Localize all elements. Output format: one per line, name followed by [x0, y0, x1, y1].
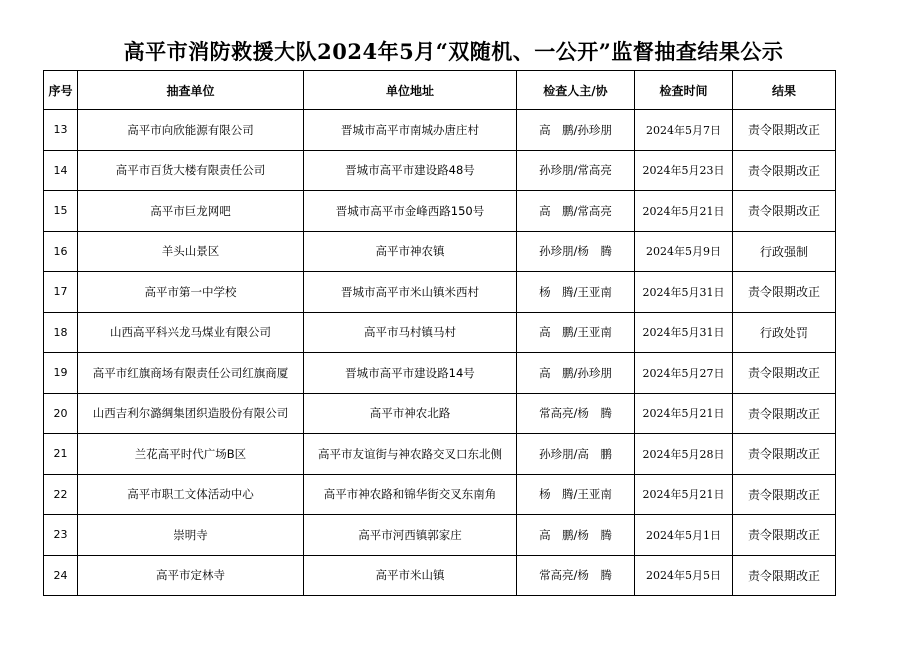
- inspectors: 孙珍朋/常高亮: [517, 150, 635, 191]
- header-cell: 检查人主/协: [517, 71, 635, 110]
- result: 责令限期改正: [733, 434, 836, 475]
- table-header-row: [44, 71, 836, 110]
- inspected-unit: 高平市巨龙网吧: [78, 191, 304, 232]
- row-number: 14: [44, 150, 78, 191]
- row-number: 21: [44, 434, 78, 475]
- unit-address: 高平市神农路和锦华街交叉东南角: [304, 474, 517, 515]
- inspectors: 孙珍朋/杨 腾: [517, 231, 635, 272]
- result: 责令限期改正: [733, 150, 836, 191]
- inspection-date: 2024年5月9日: [635, 231, 733, 272]
- header-cell: 单位地址: [304, 71, 517, 110]
- row-number: 19: [44, 353, 78, 394]
- row-number: 17: [44, 272, 78, 313]
- table-row: [44, 555, 836, 596]
- table-row: [44, 150, 836, 191]
- inspection-date: 2024年5月21日: [635, 191, 733, 232]
- table-row: [44, 474, 836, 515]
- unit-address: 晋城市高平市建设路14号: [304, 353, 517, 394]
- table-row: [44, 393, 836, 434]
- result: 责令限期改正: [733, 191, 836, 232]
- row-number: 20: [44, 393, 78, 434]
- table-row: [44, 191, 836, 232]
- header-cell: 序号: [44, 71, 78, 110]
- inspectors: 高 鹏/孙珍朋: [517, 110, 635, 151]
- table-row: [44, 110, 836, 151]
- result: 责令限期改正: [733, 555, 836, 596]
- table-row: [44, 312, 836, 353]
- inspection-date: 2024年5月27日: [635, 353, 733, 394]
- unit-address: 高平市马村镇马村: [304, 312, 517, 353]
- inspection-date: 2024年5月23日: [635, 150, 733, 191]
- inspection-date: 2024年5月21日: [635, 393, 733, 434]
- table-row: [44, 434, 836, 475]
- inspectors: 杨 腾/王亚南: [517, 272, 635, 313]
- row-number: 22: [44, 474, 78, 515]
- unit-address: 晋城市高平市金峰西路150号: [304, 191, 517, 232]
- inspected-unit: 羊头山景区: [78, 231, 304, 272]
- unit-address: 晋城市高平市南城办唐庄村: [304, 110, 517, 151]
- unit-address: 晋城市高平市建设路48号: [304, 150, 517, 191]
- table-row: [44, 272, 836, 313]
- inspected-unit: 山西吉利尔潞绸集团织造股份有限公司: [78, 393, 304, 434]
- result: 责令限期改正: [733, 110, 836, 151]
- unit-address: 高平市友谊街与神农路交叉口东北侧: [304, 434, 517, 475]
- inspection-date: 2024年5月1日: [635, 515, 733, 556]
- unit-address: 高平市河西镇郭家庄: [304, 515, 517, 556]
- row-number: 16: [44, 231, 78, 272]
- table-row: [44, 515, 836, 556]
- inspectors: 孙珍朋/高 鹏: [517, 434, 635, 475]
- header-cell: 结果: [733, 71, 836, 110]
- inspected-unit: 高平市定林寺: [78, 555, 304, 596]
- inspection-date: 2024年5月31日: [635, 272, 733, 313]
- unit-address: 高平市米山镇: [304, 555, 517, 596]
- result: 责令限期改正: [733, 474, 836, 515]
- inspectors: 高 鹏/杨 腾: [517, 515, 635, 556]
- result: 责令限期改正: [733, 353, 836, 394]
- inspectors: 常高亮/杨 腾: [517, 393, 635, 434]
- page-title: 高平市消防救援大队2024年5月“双随机、一公开”监督抽查结果公示: [123, 39, 784, 64]
- row-number: 24: [44, 555, 78, 596]
- table-row: [44, 231, 836, 272]
- inspected-unit: 兰花高平时代广场B区: [78, 434, 304, 475]
- row-number: 13: [44, 110, 78, 151]
- inspected-unit: 高平市向欣能源有限公司: [78, 110, 304, 151]
- inspected-unit: 高平市职工文体活动中心: [78, 474, 304, 515]
- unit-address: 晋城市高平市米山镇米西村: [304, 272, 517, 313]
- inspection-results-table: [43, 70, 836, 596]
- result: 责令限期改正: [733, 515, 836, 556]
- unit-address: 高平市神农北路: [304, 393, 517, 434]
- result: 行政处罚: [733, 312, 836, 353]
- unit-address: 高平市神农镇: [304, 231, 517, 272]
- result: 行政强制: [733, 231, 836, 272]
- inspection-date: 2024年5月31日: [635, 312, 733, 353]
- header-cell: 检查时间: [635, 71, 733, 110]
- table-row: [44, 353, 836, 394]
- inspection-date: 2024年5月21日: [635, 474, 733, 515]
- inspection-date: 2024年5月28日: [635, 434, 733, 475]
- inspected-unit: 高平市百货大楼有限责任公司: [78, 150, 304, 191]
- header-cell: 抽查单位: [78, 71, 304, 110]
- result: 责令限期改正: [733, 393, 836, 434]
- result: 责令限期改正: [733, 272, 836, 313]
- row-number: 23: [44, 515, 78, 556]
- inspectors: 高 鹏/孙珍朋: [517, 353, 635, 394]
- inspectors: 高 鹏/常高亮: [517, 191, 635, 232]
- row-number: 18: [44, 312, 78, 353]
- inspection-date: 2024年5月7日: [635, 110, 733, 151]
- row-number: 15: [44, 191, 78, 232]
- inspected-unit: 山西高平科兴龙马煤业有限公司: [78, 312, 304, 353]
- inspected-unit: 高平市红旗商场有限责任公司红旗商厦: [78, 353, 304, 394]
- inspected-unit: 高平市第一中学校: [78, 272, 304, 313]
- inspected-unit: 崇明寺: [78, 515, 304, 556]
- inspectors: 杨 腾/王亚南: [517, 474, 635, 515]
- inspectors: 高 鹏/王亚南: [517, 312, 635, 353]
- inspectors: 常高亮/杨 腾: [517, 555, 635, 596]
- inspection-date: 2024年5月5日: [635, 555, 733, 596]
